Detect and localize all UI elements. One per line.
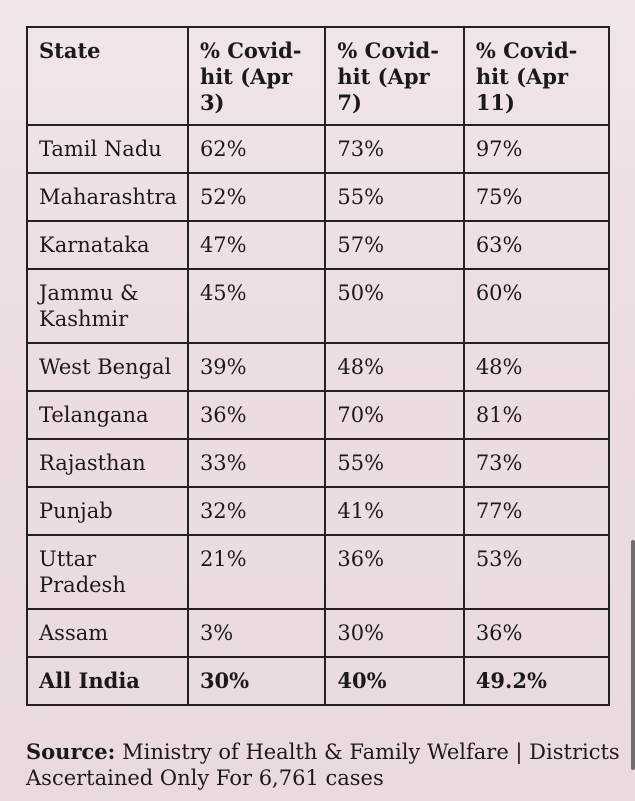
- source-label: Source:: [26, 739, 116, 764]
- table-row: [27, 269, 609, 343]
- table-row: [27, 173, 609, 221]
- cell-apr11: 81%: [464, 391, 609, 439]
- cell-apr3: 3%: [188, 609, 325, 657]
- cell-apr11: 73%: [464, 439, 609, 487]
- cell-apr3: 32%: [188, 487, 325, 535]
- cell-apr11: 97%: [464, 125, 609, 173]
- total-apr11: 49.2%: [464, 657, 609, 705]
- scrollbar[interactable]: [631, 540, 635, 770]
- cell-state: Telangana: [27, 391, 188, 439]
- source-note: [26, 739, 626, 791]
- cell-apr11: 77%: [464, 487, 609, 535]
- cell-apr11: 36%: [464, 609, 609, 657]
- cell-apr11: 60%: [464, 269, 609, 343]
- cell-apr3: 47%: [188, 221, 325, 269]
- cell-apr3: 36%: [188, 391, 325, 439]
- table-row: [27, 221, 609, 269]
- table-total-row: [27, 657, 609, 705]
- cell-apr3: 21%: [188, 535, 325, 609]
- cell-apr3: 33%: [188, 439, 325, 487]
- table-header-row: [27, 27, 609, 125]
- cell-apr7: 55%: [325, 439, 463, 487]
- table-row: [27, 609, 609, 657]
- source-text: Ministry of Health & Family Welfare | Districts Ascertained Only For 6,761 cases: [26, 740, 620, 790]
- table-row: [27, 125, 609, 173]
- cell-apr7: 55%: [325, 173, 463, 221]
- table-row: [27, 487, 609, 535]
- cell-apr7: 48%: [325, 343, 463, 391]
- cell-apr11: 53%: [464, 535, 609, 609]
- table-row: [27, 391, 609, 439]
- total-apr3: 30%: [188, 657, 325, 705]
- total-label: All India: [27, 657, 188, 705]
- cell-apr11: 63%: [464, 221, 609, 269]
- cell-apr7: 36%: [325, 535, 463, 609]
- cell-apr11: 48%: [464, 343, 609, 391]
- cell-apr3: 62%: [188, 125, 325, 173]
- table-row: [27, 439, 609, 487]
- header-apr7: % Covid-hit (Apr 7): [325, 27, 463, 125]
- total-apr7: 40%: [325, 657, 463, 705]
- cell-apr3: 52%: [188, 173, 325, 221]
- cell-apr11: 75%: [464, 173, 609, 221]
- cell-state: Tamil Nadu: [27, 125, 188, 173]
- cell-apr3: 39%: [188, 343, 325, 391]
- cell-state: Uttar Pradesh: [27, 535, 188, 609]
- table-row: [27, 343, 609, 391]
- covid-districts-table: [26, 26, 610, 706]
- cell-state: Maharashtra: [27, 173, 188, 221]
- header-apr11: % Covid-hit (Apr 11): [464, 27, 609, 125]
- header-apr3: % Covid-hit (Apr 3): [188, 27, 325, 125]
- cell-apr7: 70%: [325, 391, 463, 439]
- cell-apr7: 41%: [325, 487, 463, 535]
- cell-apr7: 73%: [325, 125, 463, 173]
- cell-state: Karnataka: [27, 221, 188, 269]
- cell-state: Punjab: [27, 487, 188, 535]
- cell-apr3: 45%: [188, 269, 325, 343]
- table-row: [27, 535, 609, 609]
- cell-state: Jammu & Kashmir: [27, 269, 188, 343]
- header-state: State: [27, 27, 188, 125]
- cell-apr7: 30%: [325, 609, 463, 657]
- cell-state: West Bengal: [27, 343, 188, 391]
- cell-state: Assam: [27, 609, 188, 657]
- cell-state: Rajasthan: [27, 439, 188, 487]
- cell-apr7: 50%: [325, 269, 463, 343]
- cell-apr7: 57%: [325, 221, 463, 269]
